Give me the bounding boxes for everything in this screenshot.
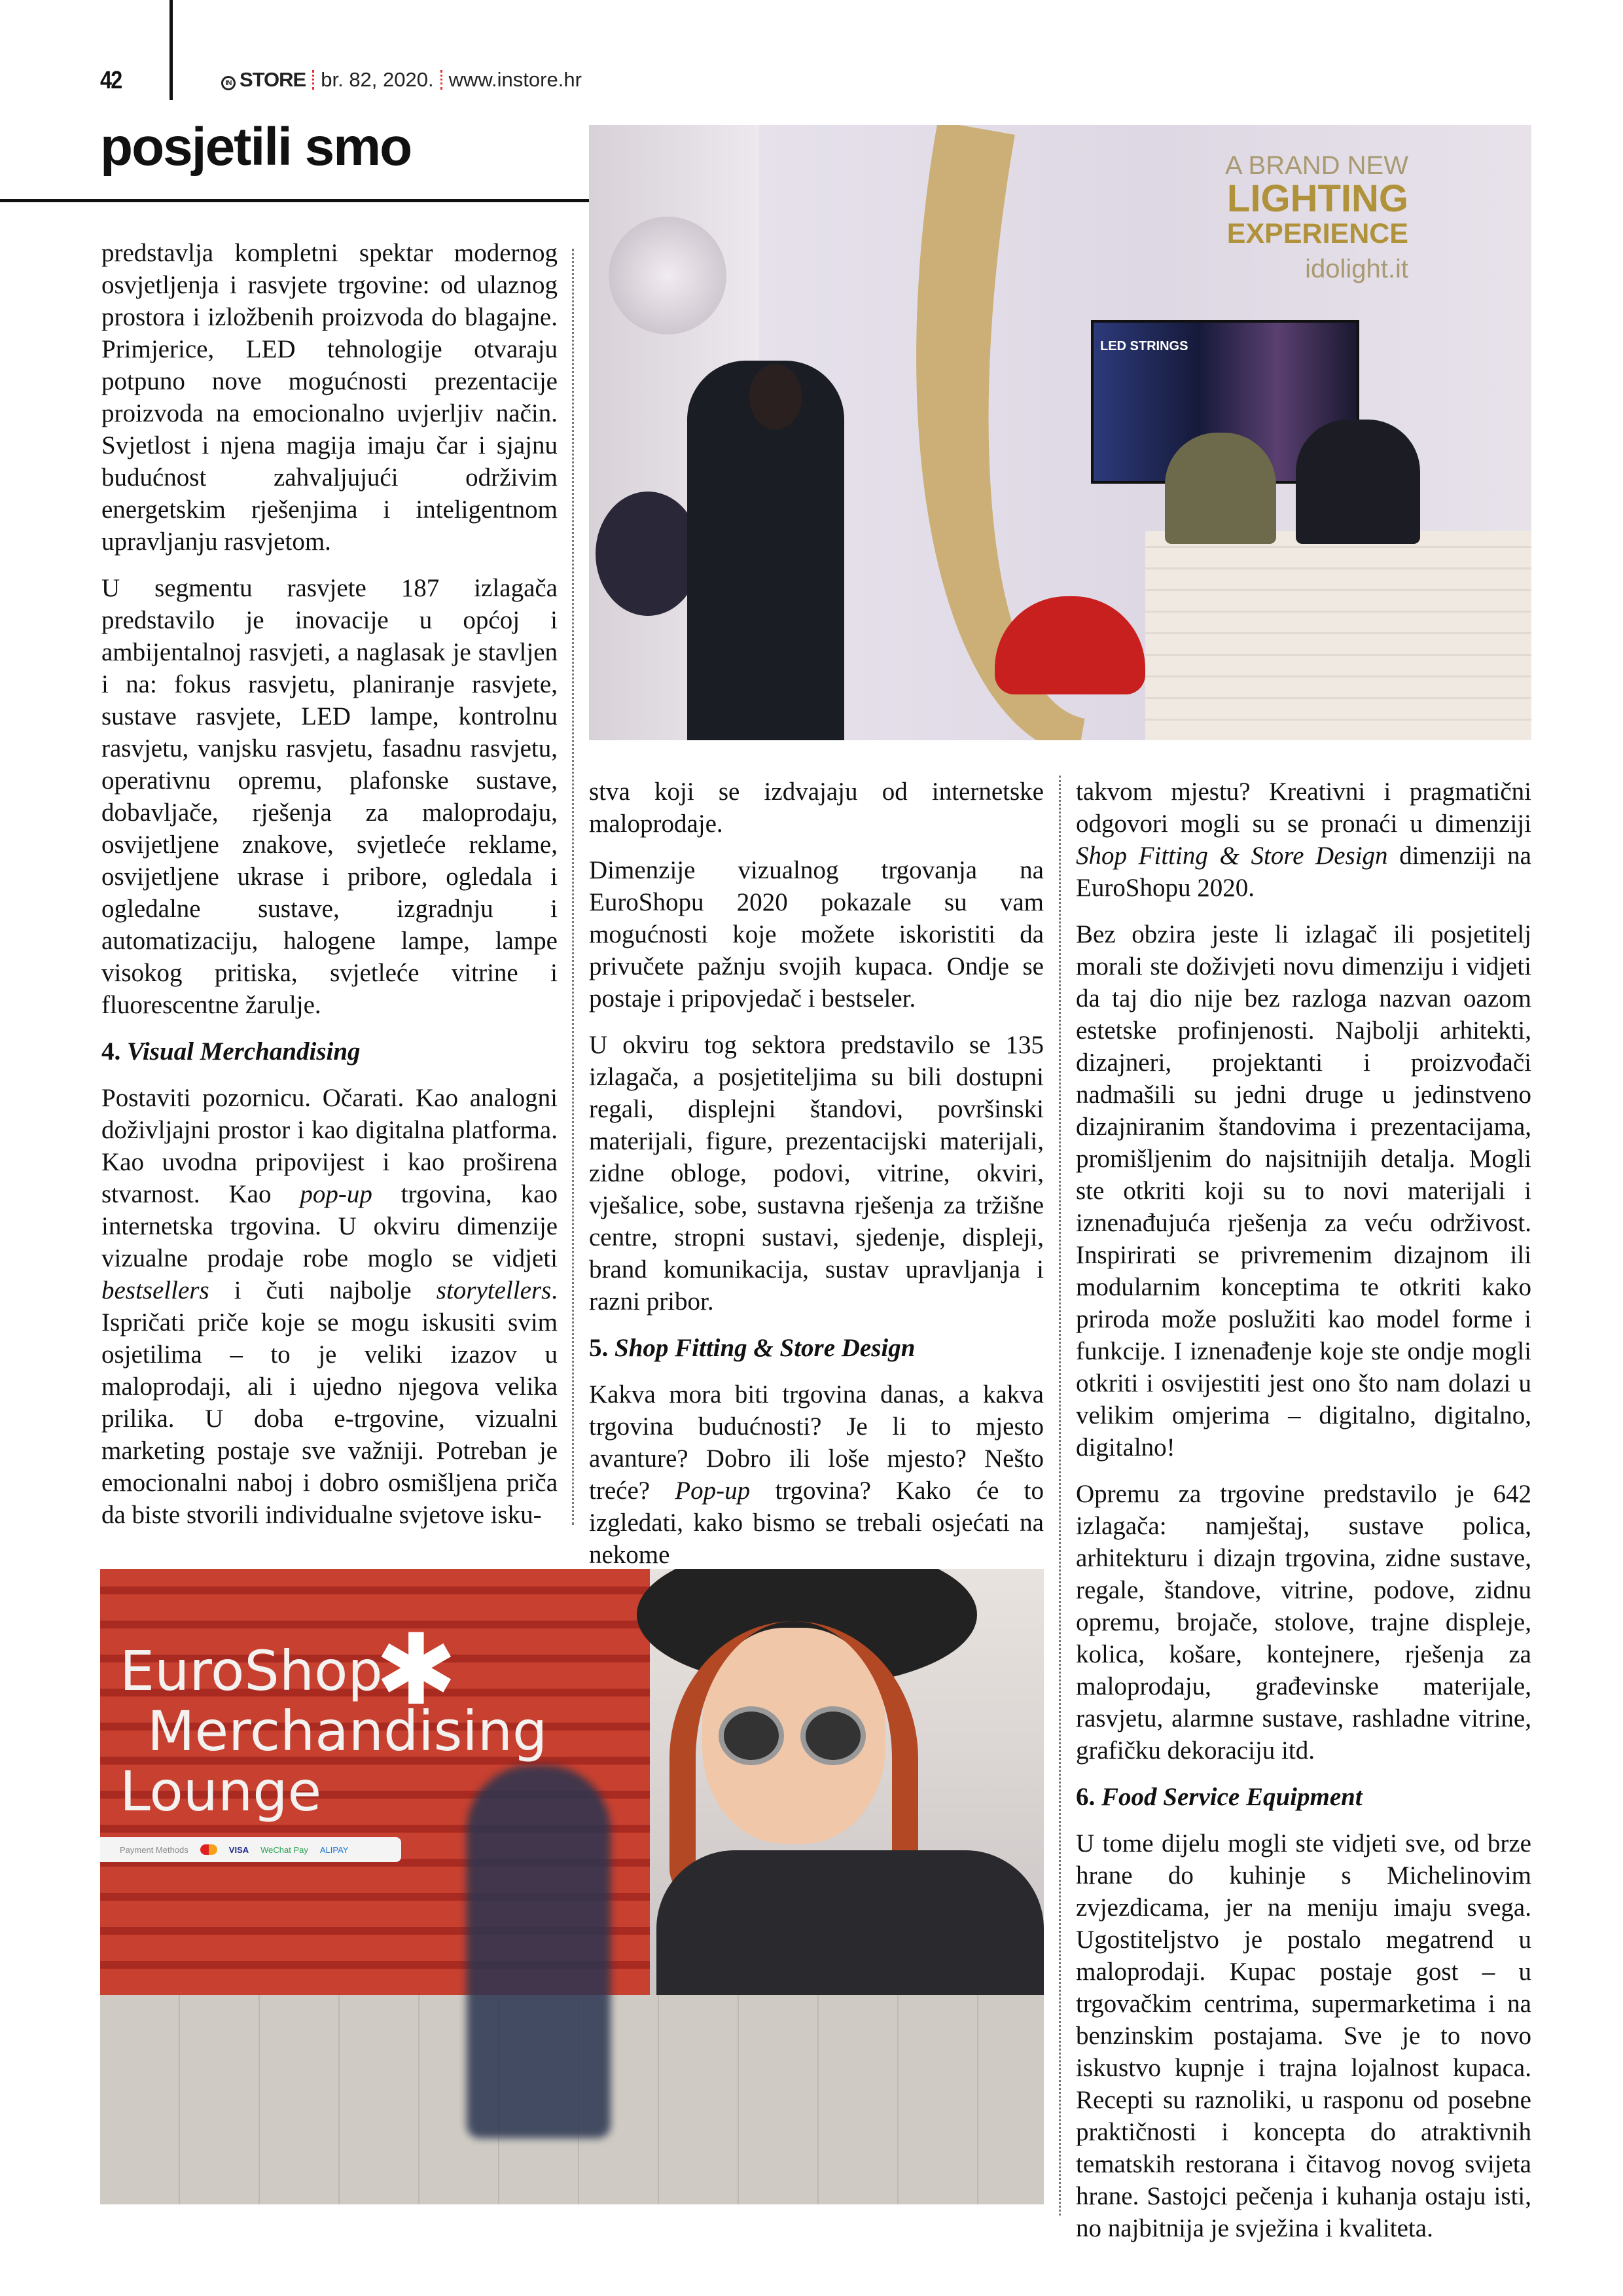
sign-url: idolight.it bbox=[1305, 255, 1408, 283]
logo-mark-icon: IN bbox=[221, 76, 236, 90]
text-run: i čuti najbolje bbox=[209, 1276, 437, 1304]
logo-line: Lounge bbox=[120, 1759, 322, 1823]
euroshop-star-icon: ✱ bbox=[375, 1613, 457, 1727]
italic-text: pop-up bbox=[300, 1180, 372, 1208]
paragraph bbox=[101, 237, 558, 558]
booth-sign bbox=[1147, 151, 1408, 289]
text-run: Postaviti pozornicu. Očarati. Kao analogni doživljajni prostor i kao digitalna platforma. Kao uvodna pripovijest i kao proširena stvarnost. Kao bbox=[101, 1084, 558, 1208]
photo-idolight-booth bbox=[589, 125, 1531, 740]
title-rule bbox=[0, 199, 589, 202]
column-divider bbox=[572, 249, 574, 1525]
ornament-ball bbox=[596, 492, 700, 616]
column-divider bbox=[1059, 776, 1061, 2215]
paragraph bbox=[1076, 1827, 1531, 2244]
text-run: takvom mjestu? Kreativni i pragmatični odgovori mogli su se pronaći u dimenziji bbox=[1076, 778, 1531, 838]
wechat-pay-icon: WeChat Pay bbox=[260, 1844, 308, 1855]
text-run: trgovina, kao internetska trgovina. U okviru dimenzije vizualne prodaje robe moglo se vidjeti bbox=[101, 1180, 558, 1272]
paragraph bbox=[1076, 1478, 1531, 1767]
sunglasses-lens bbox=[800, 1706, 866, 1765]
sign-line: EXPERIENCE bbox=[1226, 218, 1408, 249]
screen-text: LED STRINGS bbox=[1100, 339, 1188, 353]
text-run: Bez obzira jeste li izlagač ili posjetitelj morali ste doživjeti novu dimenziju i vidjeti da taj dio nije bez razloga nazvan oazom estetske profinjenosti. Najbolji arhitekti, dizajneri, projektanti i proizvođači nadmašili su jedni druge u jedinstveno dizajniranim štandovima i prezentacijama, promišljenim do najsitnijih detalja. Mogli ste otkriti koji su to novi materijali i iznenađujuća rješenja za veću održivost. Inspirirati se privremenim dizajnom ili modularnim konceptima te otkriti kako priroda može poslužiti kao model forme i funkcije. I iznenađenje koje ste ondje mogli otkriti i osvijestiti jest ono što nam dolazi u velikim omjerima – digitalno, digitalno, digitalno! bbox=[1076, 920, 1531, 1462]
alipay-icon: ALIPAY bbox=[319, 1844, 349, 1855]
text-run: dimenziji na EuroShopu 2020. bbox=[1076, 842, 1531, 902]
website: www.instore.hr bbox=[448, 68, 582, 91]
text-run: Kakva mora biti trgovina danas, a kakva trgovina budućnosti? Je li to mjesto avanture? Dobro ili loše mjesto? Nešto treće? bbox=[589, 1380, 1044, 1505]
text-run: U segmentu rasvjete 187 izlagača predstavilo je inovacije u općoj i ambijentalnoj rasvjeti, a naglasak je stavljen i na: fokus rasvjetu, planiranje rasvjete, sustave rasvjete, LED lampe, kontrolnu rasvjetu, vanjsku rasvjetu, fasadnu rasvjetu, operativnu opremu, plafonske sustave, dobavljače, rješenja za maloprodaju, osvijetljene znakove, svjetleće reklame, osvijetljene ukrase i pribore, ogledala i ogledalne sustave, izgradnju i automatizaciju, halogene lampe, lampe visokog pritiska, svjetleće vitrine i fluorescentne žarulje. bbox=[101, 574, 558, 1019]
section-heading bbox=[101, 1035, 558, 1067]
separator bbox=[440, 70, 442, 90]
text-run: . Ispričati priče koje se mogu iskusiti svim osjetilima – to je veliki izazov u maloprodaji, ali i ujedno njegova velika prilika. U doba e-trgovine, vizualni marketing postaje sve važniji. Potreban je emocionalni naboj i dobro osmišljena priča da biste stvorili individualne svjetove isku- bbox=[101, 1276, 558, 1529]
text-run: U okviru tog sektora predstavilo se 135 izlagača, a posjetiteljima su bili dostupni regali, displejni štandovi, površinski materijali, figure, prezentacijski materijali, zidne obloge, podovi, vitrine, okviri, vješalice, sobe, sustavna rješenja za tržišne centre, stropni sustavi, sjedenje, displeji, brand komunikacija, sustav upravljanja i razni pribor. bbox=[589, 1031, 1044, 1316]
paragraph bbox=[1076, 918, 1531, 1463]
paragraph bbox=[589, 776, 1044, 840]
article-column-3 bbox=[1076, 776, 1531, 2259]
euroshop-logo bbox=[120, 1641, 547, 1821]
section-heading bbox=[589, 1332, 1044, 1364]
italic-text: storytellers bbox=[436, 1276, 552, 1304]
paragraph bbox=[589, 1029, 1044, 1318]
staff-person bbox=[1165, 433, 1276, 544]
sunglasses-lens bbox=[719, 1706, 784, 1765]
text-run: trgovina? Kako će to izgledati, kako bismo se trebali osjećati na nekome bbox=[589, 1477, 1044, 1569]
text-run: Opremu za trgovine predstavilo je 642 izlagača: namještaj, sustave polica, arhitekturu i dizajn trgovina, zidne sustave, regale, štandove, vitrine, podove, zidnu opremu, brojače, stolove, trajne displeje, kolica, košare, kontejnere, rješenja za maloprodaju, građevinske materijale, rasvjetu, alarmne sustave, rashladne vitrine, grafičku dekoraciju itd. bbox=[1076, 1480, 1531, 1765]
separator bbox=[312, 70, 314, 90]
paragraph bbox=[101, 1082, 558, 1531]
paragraph bbox=[589, 1378, 1044, 1571]
italic-text: Pop-up bbox=[675, 1477, 751, 1505]
payment-label: Payment Methods bbox=[120, 1844, 188, 1855]
section-title: posjetili smo bbox=[100, 117, 412, 177]
magazine-logo bbox=[221, 68, 306, 92]
visa-icon: VISA bbox=[228, 1844, 249, 1855]
text-run: 4. bbox=[101, 1037, 127, 1066]
text-run: U tome dijelu mogli ste vidjeti sve, od brze hrane do kuhinje s Michelinovim zvjezdicama, jer na meniju imaju svega. Ugostiteljstvo je postalo megatrend u maloprodaji. Kupac postaje gost – u trgovačkim centrima, supermarketima i na benzinskim postajama. Sve je to novo iskustvo kupnje i trajna lojalnost kupaca. Recepti su raznoliki, u rasponu od posebne praktičnosti i koncepta do atraktivnih tematskih restorana i čitavog novog svijeta hrane. Sastojci pečenja i kuhanja ostaju isti, no najbitnija je svježina i kvaliteta. bbox=[1076, 1829, 1531, 2242]
paragraph bbox=[589, 854, 1044, 1014]
masthead bbox=[221, 68, 582, 92]
text-run: 5. bbox=[589, 1334, 615, 1362]
visitor-head bbox=[749, 364, 802, 429]
italic-text: Shop Fitting & Store Design bbox=[615, 1334, 916, 1362]
photo-euroshop-lounge bbox=[100, 1569, 1044, 2204]
logo-line: EuroShop bbox=[120, 1639, 383, 1703]
page-number: 42 bbox=[100, 67, 122, 94]
text-run: Dimenzije vizualnog trgovanja na EuroShopu 2020 pokazale su vam mogućnosti koje možete iskoristiti da privučete pažnju svojih kupaca. Ondje se postaje i pripovjedač i bestseler. bbox=[589, 856, 1044, 1013]
italic-text: Shop Fitting & Store Design bbox=[1076, 842, 1388, 870]
text-run: 6. bbox=[1076, 1783, 1101, 1811]
article-column-2 bbox=[589, 776, 1044, 1585]
sign-line: LIGHTING bbox=[1226, 177, 1408, 220]
paragraph bbox=[1076, 776, 1531, 904]
logo-text: STORE bbox=[240, 68, 306, 91]
italic-text: Visual Merchandising bbox=[127, 1037, 361, 1066]
poster-jacket bbox=[656, 1850, 1044, 1995]
issue-number: br. 82, 2020. bbox=[321, 68, 434, 91]
ornament-ball bbox=[609, 217, 726, 334]
logo-line: Merchandising bbox=[147, 1699, 548, 1763]
article-column-1 bbox=[101, 237, 558, 1545]
paragraph bbox=[101, 572, 558, 1021]
italic-text: Food Service Equipment bbox=[1101, 1783, 1363, 1811]
italic-text: bestsellers bbox=[101, 1276, 209, 1304]
payment-methods-bar bbox=[100, 1837, 401, 1862]
reception-desk bbox=[1145, 531, 1531, 740]
section-heading bbox=[1076, 1781, 1531, 1813]
staff-person bbox=[1296, 420, 1420, 544]
mastercard-icon bbox=[200, 1844, 217, 1855]
header-divider bbox=[169, 0, 173, 100]
text-run: stva koji se izdvajaju od internetske maloprodaje. bbox=[589, 778, 1044, 838]
sign-line: A BRAND NEW bbox=[1224, 151, 1408, 180]
text-run: predstavlja kompletni spektar modernog osvjetljenja i rasvjete trgovine: od ulaznog prostora i izložbenih proizvoda do blagajne. Primjerice, LED tehnologije otvaraju potpuno nove mogućnosti prezentacije proizvoda na emocionalno uvjerljiv način. Svjetlost i njena magija imaju čar i sjajnu budućnost zahvaljujući održivim energetskim rješenjima i inteligentnom upravljanju rasvjetom. bbox=[101, 239, 558, 556]
